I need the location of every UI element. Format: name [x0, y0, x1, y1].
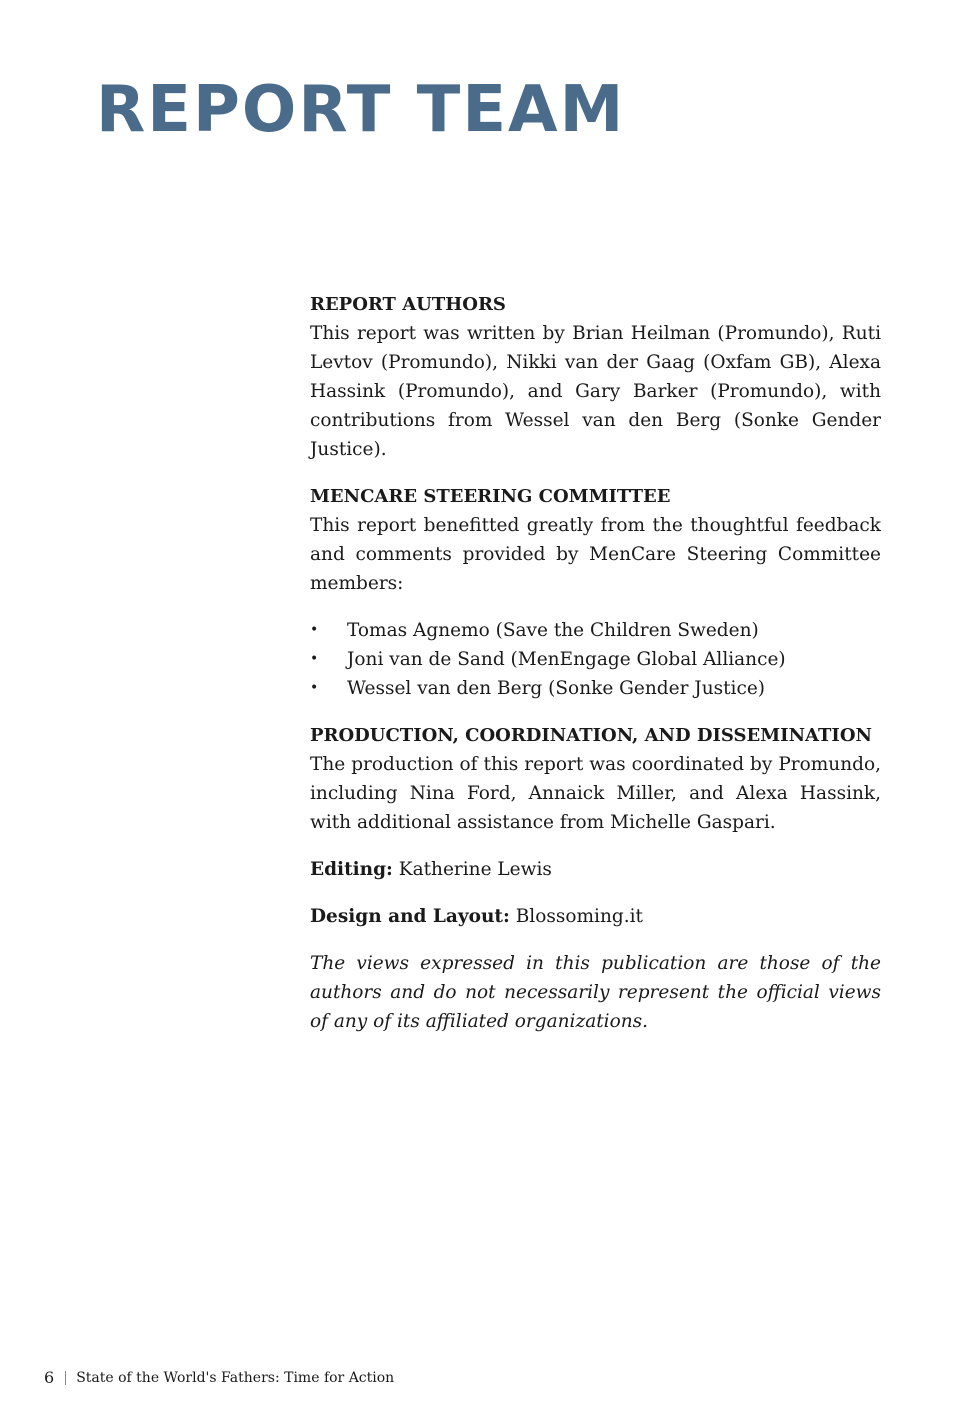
editing-credit	[310, 855, 881, 884]
publication-title: State of the World's Fathers: Time for Action	[76, 1370, 395, 1386]
member-name: Tomas Agnemo (Save the Children Sweden)	[347, 620, 759, 641]
authors-section	[310, 290, 881, 464]
editing-value: Katherine Lewis	[398, 859, 552, 880]
design-label: Design and Layout:	[310, 906, 510, 927]
page-footer	[44, 1368, 394, 1388]
steering-section	[310, 482, 881, 598]
page-number: 6	[44, 1368, 55, 1387]
steering-heading: MENCARE STEERING COMMITTEE	[310, 486, 671, 507]
report-team-content	[310, 290, 881, 1036]
disclaimer-text: The views expressed in this publication are those of the authors and do not necessarily represent the official views of any of its affiliated organizations.	[310, 953, 881, 1032]
list-item	[310, 674, 881, 703]
member-name: Joni van de Sand (MenEngage Global Alliance)	[347, 649, 786, 670]
authors-heading: REPORT AUTHORS	[310, 294, 506, 315]
authors-text: This report was written by Brian Heilman (Promundo), Ruti Levtov (Promundo), Nikki van der Gaag (Oxfam GB), Alexa Hassink (Promundo), and Gary Barker (Promundo), with contributions from Wessel van den Berg (Sonke Gender Justice).	[310, 323, 881, 460]
production-heading: PRODUCTION, COORDINATION, AND DISSEMINATION	[310, 725, 872, 746]
list-item	[310, 645, 881, 674]
steering-members-list	[310, 616, 881, 703]
list-item	[310, 616, 881, 645]
page-title: REPORT TEAM	[96, 73, 626, 147]
bullet-icon: •	[310, 651, 319, 667]
editing-label: Editing:	[310, 859, 393, 880]
design-credit	[310, 902, 881, 931]
bullet-icon: •	[310, 680, 319, 696]
footer-divider	[65, 1371, 66, 1385]
production-section	[310, 721, 881, 837]
member-name: Wessel van den Berg (Sonke Gender Justice)	[347, 678, 766, 699]
bullet-icon: •	[310, 622, 319, 638]
steering-text: This report benefitted greatly from the thoughtful feedback and comments provided by MenCare Steering Committee members:	[310, 515, 881, 594]
production-text: The production of this report was coordinated by Promundo, including Nina Ford, Annaick Miller, and Alexa Hassink, with additional assistance from Michelle Gaspari.	[310, 754, 881, 833]
design-value: Blossoming.it	[515, 906, 643, 927]
